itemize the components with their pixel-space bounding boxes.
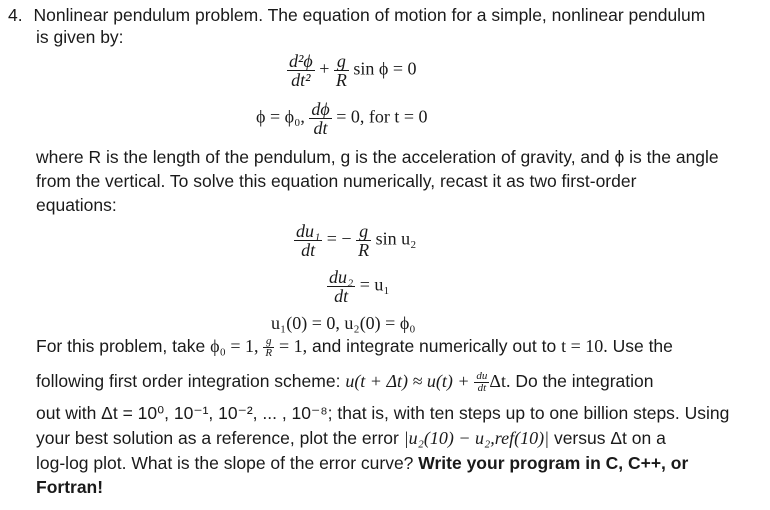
para3-line2-fden: dt	[474, 382, 489, 394]
eq1-den-1: dt²	[287, 70, 315, 89]
para3-line6-bold: Fortran!	[36, 477, 104, 497]
para2-line-3: equations:	[36, 195, 117, 215]
para3-line-4	[36, 428, 666, 449]
eq4-num: du₂	[329, 267, 354, 287]
para3-line1-c: Use the	[607, 336, 673, 357]
eq3-rest: sin u₂	[375, 228, 417, 249]
eq3-fraction-2	[356, 222, 371, 259]
para3-line-3: out with Δt = 10⁰, 10⁻¹, 10⁻², ... , 10⁻⁸; that is, with ten steps up to one billion steps. Using	[36, 403, 730, 423]
para3-line2-dt: Δt.	[489, 371, 511, 392]
para3-line-6	[36, 477, 103, 498]
para3-line2-scheme: u(t + Δt) ≈ u(t) +	[345, 371, 470, 392]
para3-line2-b: Do the integration	[510, 371, 654, 392]
eq3-den-1: dt	[294, 240, 322, 259]
eq2-den: dt	[309, 118, 331, 137]
equation-1	[287, 52, 417, 89]
eq1-fraction-1	[287, 52, 315, 89]
eq4-fraction	[327, 268, 355, 305]
para3-line1-t: t = 10.	[561, 336, 608, 357]
para3-line1-b: and integrate numerically out to	[307, 336, 562, 357]
para3-line-1	[36, 336, 673, 359]
eq3-den-2: R	[358, 240, 370, 260]
para3-line4-a: your best solution as a reference, plot the error	[36, 428, 404, 448]
eq3-num-1: du₁	[296, 221, 321, 241]
eq2-lhs: ϕ = ϕ₀,	[256, 106, 305, 127]
para3-line1-eq: = 1,	[279, 336, 308, 357]
para3-line-5	[36, 453, 688, 474]
problem-heading-line	[8, 5, 705, 26]
eq1-num-1: d²ϕ	[289, 51, 313, 71]
eq1-fraction-2	[334, 52, 349, 89]
equation-5: u₁(0) = 0, u₂(0) = ϕ₀	[271, 313, 416, 333]
problem-number: 4.	[8, 5, 23, 25]
eq3-fraction-1	[294, 222, 322, 259]
eq2-fraction	[309, 100, 331, 137]
eq3-num-2: g	[359, 221, 369, 241]
eq1-num-2: g	[336, 51, 346, 71]
equation-4	[327, 268, 390, 305]
eq4-rest: = u₁	[359, 274, 390, 295]
eq2-rest: = 0, for t = 0	[336, 106, 428, 127]
equation-3	[294, 222, 416, 259]
para3-line4-b: versus Δt on a	[549, 428, 666, 448]
para3-line2-fraction	[474, 371, 489, 394]
eq1-plus: +	[319, 58, 330, 79]
para3-line1-fden: R	[265, 347, 273, 359]
para3-line5-a: log-log plot. What is the slope of the error curve?	[36, 453, 419, 473]
intro-text-line-2: is given by:	[36, 27, 124, 47]
para3-line-2	[36, 371, 654, 394]
equation-2	[256, 100, 428, 137]
para3-line1-phi0: ϕ₀ = 1,	[210, 336, 259, 357]
intro-text-line-1: Nonlinear pendulum problem. The equation of motion for a simple, nonlinear pendulum	[33, 5, 706, 25]
para3-line1-a: For this problem, take	[36, 336, 211, 357]
eq4-den: dt	[327, 286, 355, 305]
para3-line2-a: following first order integration scheme:	[36, 371, 346, 392]
para3-line4-error: |u₂(10) − u₂,ref(10)|	[403, 428, 550, 448]
eq3-mid: = −	[326, 228, 352, 249]
eq2-num: dϕ	[311, 99, 330, 119]
eq1-rest: sin ϕ = 0	[353, 58, 417, 79]
para2-line-1: where R is the length of the pendulum, g is the acceleration of gravity, and ϕ is the angle	[36, 147, 719, 167]
para2-line-2: from the vertical. To solve this equation numerically, recast it as two first-order	[36, 171, 637, 191]
para3-line1-fraction	[263, 336, 274, 359]
para3-line1-fnum: g	[266, 335, 272, 347]
para3-line2-fnum: du	[476, 370, 488, 382]
eq1-den-2: R	[335, 70, 347, 90]
para3-line5-bold: Write your program in C, C++, or	[418, 453, 689, 473]
